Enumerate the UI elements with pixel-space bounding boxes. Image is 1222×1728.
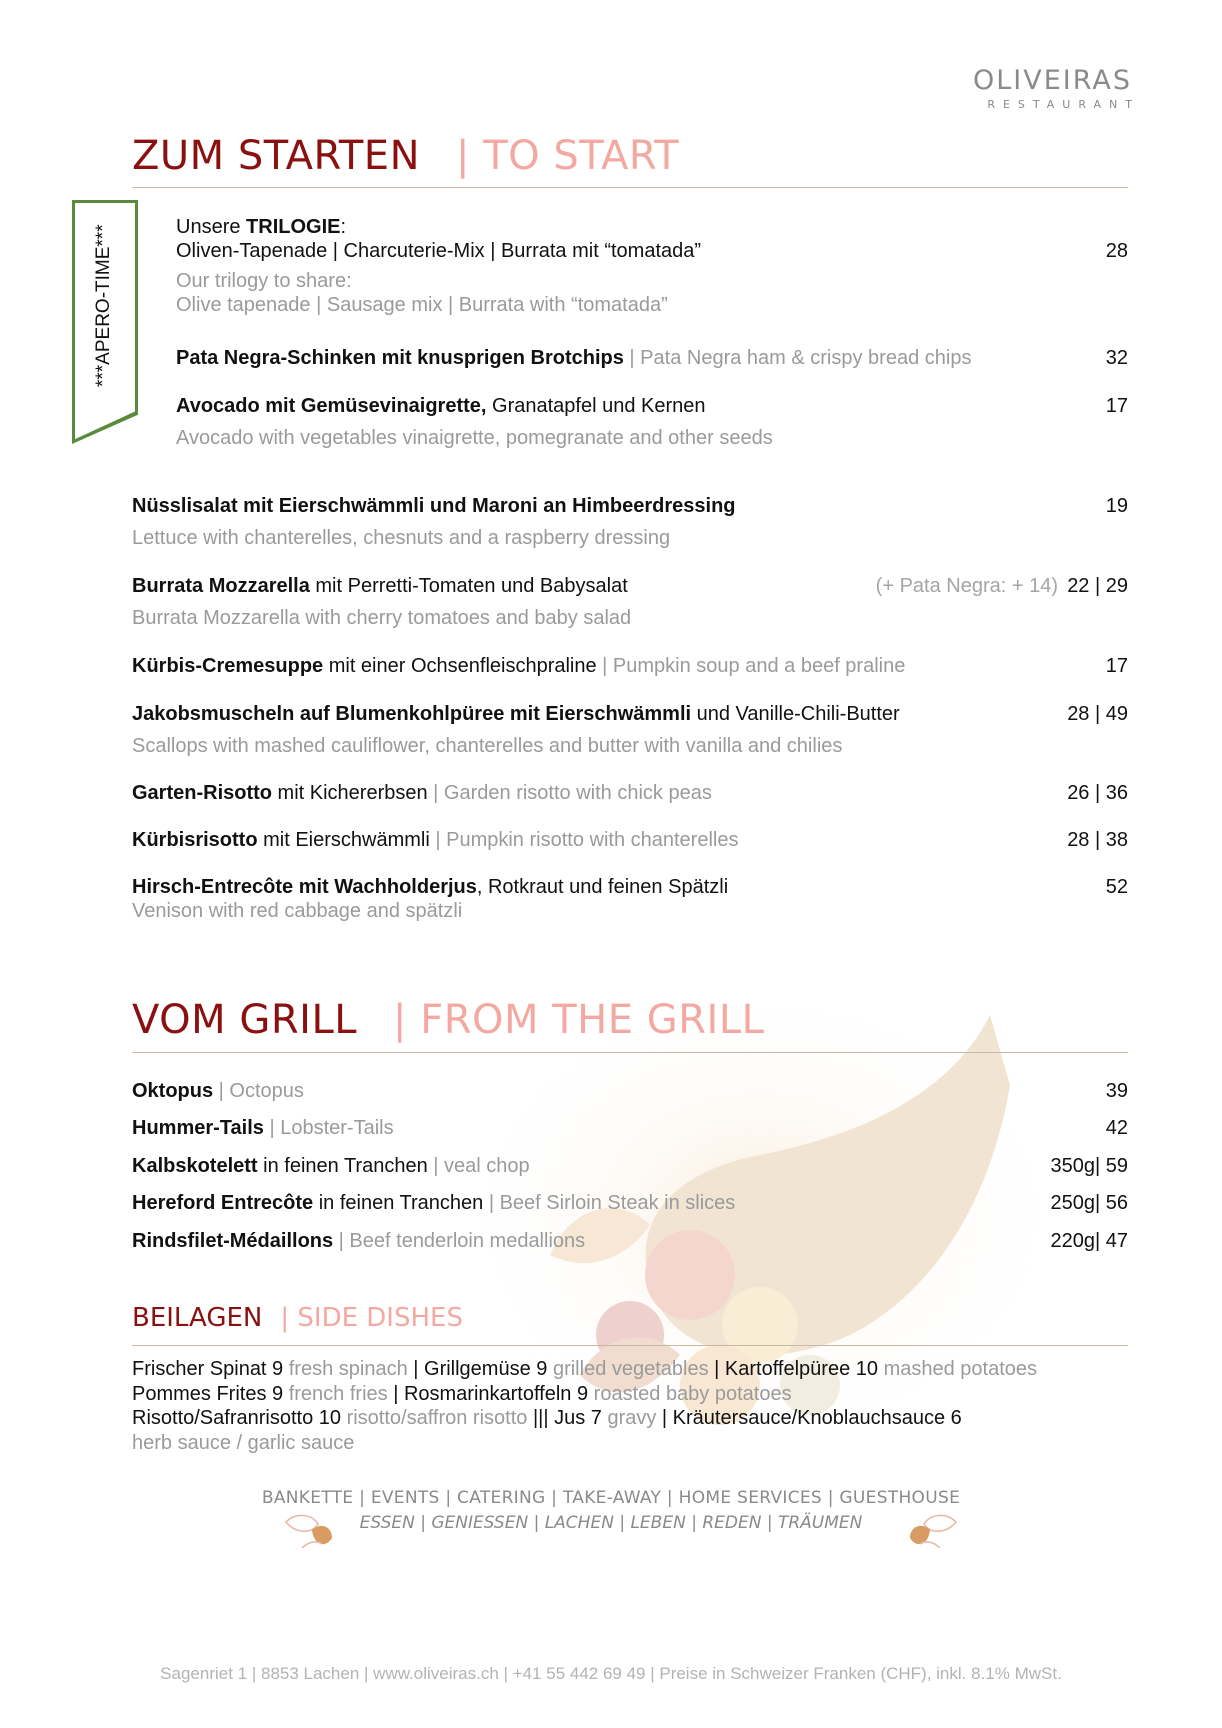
sides-heading-de: BEILAGEN bbox=[132, 1303, 263, 1333]
footer-address: Sagenriet 1 | 8853 Lachen | www.oliveiras.ch | +41 55 442 69 49 | Preise in Schweizer Franken (CHF), inkl. 8.1% MwSt. bbox=[160, 1664, 1062, 1683]
menu-item-pata-negra: Pata Negra-Schinken mit knusprigen Brotchips | Pata Negra ham & crispy bread chips 32 bbox=[176, 347, 1128, 369]
starters-heading bbox=[132, 133, 679, 179]
menu-item-hirsch: Hirsch-Entrecôte mit Wachholderjus, Rotkraut und feinen Spätzli 52 Venison with red cabbage and spätzli bbox=[132, 876, 1128, 922]
item-price: 32 bbox=[1105, 347, 1128, 369]
menu-item-burrata: Burrata Mozzarella mit Perretti-Tomaten und Babysalat (+ Pata Negra: + 14) 22 | 29 Burrata Mozzarella with cherry tomatoes and baby salad bbox=[132, 575, 1128, 629]
trilogy-en1: Our trilogy to share: bbox=[176, 270, 352, 292]
trilogy-line1: Unsere TRILOGIE: bbox=[176, 216, 347, 238]
item-english: Lettuce with chanterelles, chesnuts and a raspberry dressing bbox=[132, 527, 671, 549]
sides-line-4: herb sauce / garlic sauce bbox=[132, 1431, 355, 1454]
menu-item-kuerbisrisotto: Kürbisrisotto mit Eierschwämmli | Pumpkin risotto with chanterelles 28 | 38 bbox=[132, 829, 1128, 851]
burrata-extra: (+ Pata Negra: + 14) bbox=[875, 575, 1058, 597]
item-price: 28 bbox=[1105, 240, 1128, 262]
footer-tagline: ESSEN | GENIESSEN | LACHEN | LEBEN | REDEN | TRÄUMEN bbox=[359, 1513, 863, 1533]
sides-heading bbox=[132, 1303, 463, 1333]
sides-line-1: Frischer Spinat 9 fresh spinach | Grillgemüse 9 grilled vegetables | Kartoffelpüree 10 mashed potatoes bbox=[132, 1358, 1037, 1380]
grill-item: Rindsfilet-Médaillons | Beef tenderloin medallions 220g| 47 bbox=[132, 1230, 1128, 1252]
grill-heading-en: | FROM THE GRILL bbox=[393, 997, 765, 1043]
logo-subtitle: RESTAURANT bbox=[987, 98, 1140, 111]
item-english: Scallops with mashed cauliflower, chanterelles and butter with vanilla and chilies bbox=[132, 735, 843, 757]
menu-item-trilogy bbox=[176, 215, 1128, 317]
logo-name: OLIVEIRAS bbox=[972, 65, 1132, 96]
menu-item-garten-risotto: Garten-Risotto mit Kichererbsen | Garden risotto with chick peas 26 | 36 bbox=[132, 782, 1128, 804]
menu-item-kuerbis-suppe: Kürbis-Cremesuppe mit einer Ochsenfleischpraline | Pumpkin soup and a beef praline 17 bbox=[132, 655, 1128, 677]
item-price: 39 bbox=[1105, 1080, 1128, 1102]
item-price: 250g| 56 bbox=[1050, 1192, 1128, 1214]
menu-item-avocado: Avocado mit Gemüsevinaigrette, Granatapfel und Kernen 17 Avocado with vegetables vinaigrette, pomegranate and other seeds bbox=[176, 395, 1128, 449]
item-price: 17 bbox=[1105, 655, 1128, 677]
sides-divider bbox=[132, 1345, 1128, 1346]
grill-item: Kalbskotelett in feinen Tranchen | veal chop 350g| 59 bbox=[132, 1155, 1128, 1177]
grill-item: Hereford Entrecôte in feinen Tranchen | Beef Sirloin Steak in slices 250g| 56 bbox=[132, 1192, 1128, 1214]
sides-list bbox=[132, 1357, 1132, 1455]
menu-item-jakobsmuscheln: Jakobsmuscheln auf Blumenkohlpüree mit Eierschwämmli und Vanille-Chili-Butter 28 | 49 Scallops with mashed cauliflower, chanterelles and butter with vanilla and chilies bbox=[132, 703, 1128, 757]
item-price: 22 | 29 bbox=[1067, 575, 1128, 597]
item-price: 17 bbox=[1105, 395, 1128, 417]
restaurant-logo bbox=[932, 65, 1140, 111]
item-price: 220g| 47 bbox=[1050, 1230, 1128, 1252]
menu-item-nuesslisalat: Nüsslisalat mit Eierschwämmli und Maroni an Himbeerdressing 19 Lettuce with chanterelles, chesnuts and a raspberry dressing bbox=[132, 495, 1128, 549]
sides-line-3: Risotto/Safranrisotto 10 risotto/saffron risotto ||| Jus 7 gravy | Kräutersauce/Knoblauchsauce 6 bbox=[132, 1407, 962, 1429]
grill-item: Oktopus | Octopus 39 bbox=[132, 1080, 1128, 1102]
grill-item: Hummer-Tails | Lobster-Tails 42 bbox=[132, 1117, 1128, 1139]
item-price: 19 bbox=[1105, 495, 1128, 517]
leaf-ornament-right-icon bbox=[906, 1508, 960, 1552]
footer-services: BANKETTE | EVENTS | CATERING | TAKE-AWAY | HOME SERVICES | GUESTHOUSE bbox=[261, 1488, 961, 1508]
sides-heading-en: | SIDE DISHES bbox=[280, 1303, 463, 1333]
item-english: Venison with red cabbage and spätzli bbox=[132, 900, 463, 922]
starters-heading-en: | TO START bbox=[456, 133, 680, 179]
item-english: Burrata Mozzarella with cherry tomatoes and baby salad bbox=[132, 607, 632, 629]
starters-heading-de: ZUM STARTEN bbox=[132, 133, 420, 179]
item-price: 28 | 49 bbox=[1067, 703, 1128, 725]
item-price: 28 | 38 bbox=[1067, 829, 1128, 851]
starters-divider bbox=[132, 187, 1128, 188]
item-english: Avocado with vegetables vinaigrette, pomegranate and other seeds bbox=[176, 427, 773, 449]
sides-line-2: Pommes Frites 9 french fries | Rosmarinkartoffeln 9 roasted baby potatoes bbox=[132, 1382, 792, 1405]
item-price: 42 bbox=[1105, 1117, 1128, 1139]
trilogy-line2: Oliven-Tapenade | Charcuterie-Mix | Burrata mit “tomatada” 28 bbox=[176, 240, 1128, 262]
trilogy-en2: Olive tapenade | Sausage mix | Burrata with “tomatada” bbox=[176, 294, 668, 316]
item-price: 350g| 59 bbox=[1050, 1155, 1128, 1177]
apero-badge-label: ***APERO-TIME*** bbox=[93, 224, 114, 387]
grill-divider bbox=[132, 1052, 1128, 1053]
item-price: 26 | 36 bbox=[1067, 782, 1128, 804]
grill-heading bbox=[132, 997, 764, 1043]
item-price: 52 bbox=[1105, 876, 1128, 898]
grill-heading-de: VOM GRILL bbox=[132, 997, 358, 1043]
